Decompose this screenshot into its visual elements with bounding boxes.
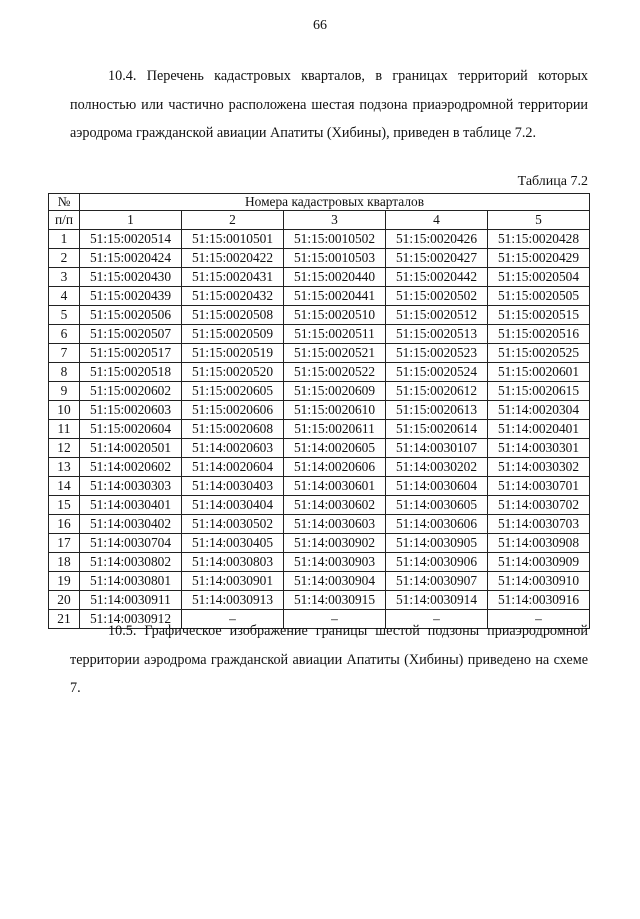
cadastral-number-cell: –	[488, 610, 590, 629]
table-row	[49, 287, 590, 306]
cadastral-number-cell: 51:14:0030904	[284, 572, 386, 591]
column-number: 1	[80, 211, 182, 230]
cadastral-number-cell: 51:15:0020523	[386, 344, 488, 363]
table-row	[49, 515, 590, 534]
cadastral-number-cell: 51:14:0030908	[488, 534, 590, 553]
row-number: 12	[49, 439, 80, 458]
cadastral-number-cell: 51:15:0020520	[182, 363, 284, 382]
row-number: 7	[49, 344, 80, 363]
cadastral-number-cell: 51:14:0030802	[80, 553, 182, 572]
paragraph-10-5: 10.5. Графическое изображение границы шестой подзоны приаэродромной территории аэродрома гражданской авиации Апатиты (Хибины) приведено на схеме 7.	[70, 623, 588, 696]
row-number: 9	[49, 382, 80, 401]
row-number: 17	[49, 534, 80, 553]
column-number: 4	[386, 211, 488, 230]
table-header	[49, 194, 590, 230]
cadastral-number-cell: 51:14:0030405	[182, 534, 284, 553]
cadastral-number-cell: 51:15:0020605	[182, 382, 284, 401]
table-row	[49, 477, 590, 496]
cadastral-number-cell: 51:14:0030303	[80, 477, 182, 496]
cadastral-number-cell: 51:14:0030403	[182, 477, 284, 496]
cadastral-number-cell: 51:15:0020427	[386, 249, 488, 268]
header-number-sub-label: п/п	[49, 211, 80, 230]
cadastral-number-cell: 51:15:0020611	[284, 420, 386, 439]
cadastral-number-cell: 51:14:0030402	[80, 515, 182, 534]
cadastral-number-cell: 51:14:0030909	[488, 553, 590, 572]
cadastral-number-cell: 51:14:0030602	[284, 496, 386, 515]
row-number: 1	[49, 230, 80, 249]
table-row	[49, 439, 590, 458]
cadastral-number-cell: –	[284, 610, 386, 629]
row-number: 13	[49, 458, 80, 477]
cadastral-number-cell: 51:15:0020615	[488, 382, 590, 401]
cadastral-number-cell: 51:15:0020441	[284, 287, 386, 306]
cadastral-number-cell: 51:14:0030803	[182, 553, 284, 572]
cadastral-number-cell: 51:14:0030601	[284, 477, 386, 496]
cadastral-number-cell: 51:15:0020519	[182, 344, 284, 363]
paragraph-10-4: 10.4. Перечень кадастровых кварталов, в границах территорий которых полностью или частично расположена шестая подзона приаэродромной территории аэродрома гражданской авиации Апатиты (Хибины), приведен в таблице 7.2.	[70, 68, 588, 141]
table-row	[49, 306, 590, 325]
cadastral-number-cell: 51:15:0020515	[488, 306, 590, 325]
table-row	[49, 591, 590, 610]
cadastral-number-cell: 51:14:0030912	[80, 610, 182, 629]
cadastral-number-cell: 51:15:0020429	[488, 249, 590, 268]
column-number: 3	[284, 211, 386, 230]
cadastral-number-cell: 51:15:0020602	[80, 382, 182, 401]
table-row	[49, 325, 590, 344]
cadastral-number-cell: 51:15:0020517	[80, 344, 182, 363]
cadastral-number-cell: 51:15:0020504	[488, 268, 590, 287]
cadastral-number-cell: 51:14:0030901	[182, 572, 284, 591]
cadastral-number-cell: 51:14:0030902	[284, 534, 386, 553]
cadastral-number-cell: 51:15:0020506	[80, 306, 182, 325]
table-row	[49, 344, 590, 363]
row-number: 19	[49, 572, 80, 591]
cadastral-number-cell: 51:15:0020428	[488, 230, 590, 249]
cadastral-number-cell: 51:14:0030703	[488, 515, 590, 534]
cadastral-number-cell: 51:14:0030606	[386, 515, 488, 534]
cadastral-number-cell: –	[182, 610, 284, 629]
table-body	[49, 230, 590, 629]
cadastral-number-cell: 51:14:0020501	[80, 439, 182, 458]
row-number: 16	[49, 515, 80, 534]
cadastral-number-cell: 51:14:0030910	[488, 572, 590, 591]
row-number: 2	[49, 249, 80, 268]
cadastral-number-cell: 51:15:0020432	[182, 287, 284, 306]
row-number: 14	[49, 477, 80, 496]
cadastral-number-cell: 51:14:0030801	[80, 572, 182, 591]
header-group-title: Номера кадастровых кварталов	[80, 194, 590, 211]
cadastral-number-cell: 51:14:0020304	[488, 401, 590, 420]
cadastral-number-cell: 51:15:0020510	[284, 306, 386, 325]
cadastral-number-cell: 51:15:0020442	[386, 268, 488, 287]
cadastral-number-cell: 51:14:0030915	[284, 591, 386, 610]
cadastral-number-cell: 51:15:0020430	[80, 268, 182, 287]
cadastral-number-cell: 51:15:0020426	[386, 230, 488, 249]
cadastral-number-cell: 51:15:0020431	[182, 268, 284, 287]
table-row	[49, 572, 590, 591]
cadastral-number-cell: –	[386, 610, 488, 629]
cadastral-number-cell: 51:14:0020602	[80, 458, 182, 477]
cadastral-number-cell: 51:15:0020522	[284, 363, 386, 382]
cadastral-number-cell: 51:15:0020440	[284, 268, 386, 287]
cadastral-number-cell: 51:14:0030603	[284, 515, 386, 534]
cadastral-number-cell: 51:15:0020507	[80, 325, 182, 344]
cadastral-number-cell: 51:14:0030916	[488, 591, 590, 610]
row-number: 21	[49, 610, 80, 629]
row-number: 20	[49, 591, 80, 610]
cadastral-number-cell: 51:14:0030604	[386, 477, 488, 496]
table-row	[49, 230, 590, 249]
cadastral-number-cell: 51:14:0030907	[386, 572, 488, 591]
cadastral-number-cell: 51:14:0020605	[284, 439, 386, 458]
table-row	[49, 382, 590, 401]
cadastral-number-cell: 51:15:0020516	[488, 325, 590, 344]
column-number: 5	[488, 211, 590, 230]
cadastral-number-cell: 51:15:0020601	[488, 363, 590, 382]
row-number: 5	[49, 306, 80, 325]
cadastral-number-cell: 51:15:0020608	[182, 420, 284, 439]
row-number: 6	[49, 325, 80, 344]
cadastral-number-cell: 51:14:0030401	[80, 496, 182, 515]
cadastral-number-cell: 51:14:0030701	[488, 477, 590, 496]
cadastral-number-cell: 51:14:0030605	[386, 496, 488, 515]
cadastral-number-cell: 51:14:0020606	[284, 458, 386, 477]
column-number: 2	[182, 211, 284, 230]
row-number: 3	[49, 268, 80, 287]
cadastral-number-cell: 51:15:0010501	[182, 230, 284, 249]
row-number: 18	[49, 553, 80, 572]
table-row	[49, 553, 590, 572]
cadastral-number-cell: 51:14:0030301	[488, 439, 590, 458]
table-row	[49, 534, 590, 553]
cadastral-number-cell: 51:14:0030914	[386, 591, 488, 610]
row-number: 11	[49, 420, 80, 439]
cadastral-number-cell: 51:14:0030911	[80, 591, 182, 610]
cadastral-number-cell: 51:15:0020422	[182, 249, 284, 268]
cadastral-number-cell: 51:14:0020603	[182, 439, 284, 458]
cadastral-number-cell: 51:15:0020606	[182, 401, 284, 420]
cadastral-number-cell: 51:15:0020514	[80, 230, 182, 249]
cadastral-number-cell: 51:15:0020612	[386, 382, 488, 401]
cadastral-number-cell: 51:15:0020513	[386, 325, 488, 344]
cadastral-number-cell: 51:15:0020508	[182, 306, 284, 325]
header-number-label: №	[49, 194, 80, 211]
cadastral-number-cell: 51:15:0010503	[284, 249, 386, 268]
cadastral-number-cell: 51:15:0020609	[284, 382, 386, 401]
cadastral-number-cell: 51:14:0030202	[386, 458, 488, 477]
cadastral-number-cell: 51:14:0030903	[284, 553, 386, 572]
cadastral-number-cell: 51:14:0030704	[80, 534, 182, 553]
cadastral-number-cell: 51:15:0020509	[182, 325, 284, 344]
cadastral-number-cell: 51:15:0020604	[80, 420, 182, 439]
cadastral-number-cell: 51:14:0030913	[182, 591, 284, 610]
row-number: 10	[49, 401, 80, 420]
cadastral-number-cell: 51:15:0020521	[284, 344, 386, 363]
cadastral-number-cell: 51:15:0020525	[488, 344, 590, 363]
cadastral-number-cell: 51:15:0020614	[386, 420, 488, 439]
row-number: 15	[49, 496, 80, 515]
table-row	[49, 363, 590, 382]
table-row	[49, 496, 590, 515]
cadastral-number-cell: 51:15:0010502	[284, 230, 386, 249]
table-row	[49, 268, 590, 287]
cadastral-number-cell: 51:15:0020518	[80, 363, 182, 382]
cadastral-number-cell: 51:14:0020401	[488, 420, 590, 439]
cadastral-number-cell: 51:14:0030702	[488, 496, 590, 515]
cadastral-number-cell: 51:14:0030404	[182, 496, 284, 515]
cadastral-number-cell: 51:14:0020604	[182, 458, 284, 477]
cadastral-number-cell: 51:15:0020610	[284, 401, 386, 420]
table-row	[49, 420, 590, 439]
cadastral-number-cell: 51:15:0020603	[80, 401, 182, 420]
row-number: 4	[49, 287, 80, 306]
page-number: 66	[313, 18, 327, 33]
cadastral-number-cell: 51:15:0020613	[386, 401, 488, 420]
cadastral-number-cell: 51:15:0020502	[386, 287, 488, 306]
cadastral-number-cell: 51:14:0030107	[386, 439, 488, 458]
cadastral-number-cell: 51:15:0020524	[386, 363, 488, 382]
table-row	[49, 401, 590, 420]
cadastral-number-cell: 51:15:0020424	[80, 249, 182, 268]
table-row	[49, 458, 590, 477]
row-number: 8	[49, 363, 80, 382]
cadastral-number-cell: 51:15:0020512	[386, 306, 488, 325]
cadastral-quarters-table	[48, 193, 590, 629]
cadastral-number-cell: 51:14:0030302	[488, 458, 590, 477]
table-caption: Таблица 7.2	[517, 174, 588, 189]
cadastral-number-cell: 51:14:0030905	[386, 534, 488, 553]
cadastral-number-cell: 51:15:0020511	[284, 325, 386, 344]
cadastral-number-cell: 51:15:0020439	[80, 287, 182, 306]
table-row	[49, 249, 590, 268]
cadastral-number-cell: 51:14:0030906	[386, 553, 488, 572]
cadastral-number-cell: 51:15:0020505	[488, 287, 590, 306]
cadastral-number-cell: 51:14:0030502	[182, 515, 284, 534]
